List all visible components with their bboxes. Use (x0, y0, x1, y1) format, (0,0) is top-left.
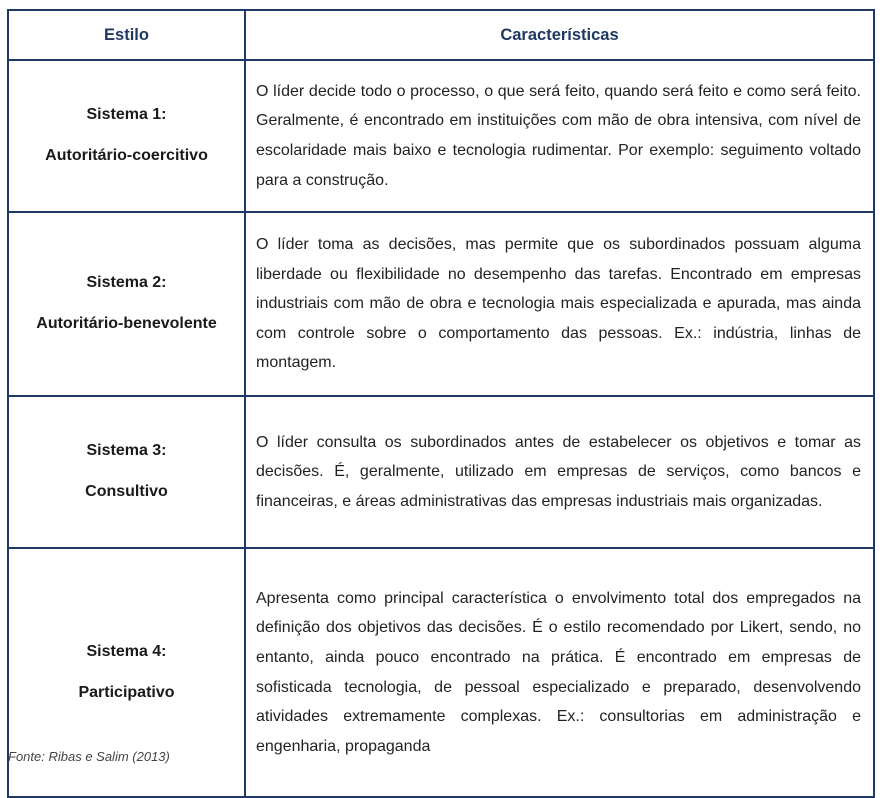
header-estilo: Estilo (8, 10, 245, 60)
system-number: Sistema 4: (86, 642, 167, 660)
system-description: Apresenta como principal característica o envolvimento total dos empregados na definição dos objetivos das decisões. É o estilo recomendado por Likert, sendo, no entanto, ainda pouco encontrado na prática. É encontrado em empresas de sofisticada tecnologia, de pessoal especializado e preparado, desenvolvendo atividades extremamente complexas. Ex.: consultorias em administração e engenharia, propaganda (245, 548, 874, 797)
system-name: Consultivo (85, 483, 168, 500)
source-caption: Fonte: Ribas e Salim (2013) (8, 749, 170, 764)
system-number: Sistema 1: (86, 106, 167, 124)
style-cell (8, 396, 245, 548)
system-name: Autoritário-coercitivo (45, 147, 208, 164)
system-description: O líder toma as decisões, mas permite que os subordinados possuam alguma liberdade ou flexibilidade no desempenho das tarefas. Encontrado em empresas industriais com mão de obra e tecnologia mais especializada e apurada, mas ainda com controle sobre o comportamento das pessoas. Ex.: indústria, linhas de montagem. (245, 212, 874, 396)
system-description: O líder consulta os subordinados antes de estabelecer os objetivos e tomar as decisões. É, geralmente, utilizado em empresas de serviços, como bancos e financeiras, e áreas administrativas das empresas industriais mais organizadas. (245, 396, 874, 548)
system-name: Participativo (78, 683, 175, 701)
likert-systems-table-container (7, 9, 873, 798)
header-caracteristicas: Características (245, 10, 874, 60)
likert-systems-table (7, 9, 875, 798)
table-header-row (8, 10, 874, 60)
system-number: Sistema 2: (86, 274, 167, 292)
system-number: Sistema 3: (86, 442, 167, 460)
table-row (8, 60, 874, 212)
table-row (8, 396, 874, 548)
system-name: Autoritário-benevolente (36, 315, 217, 332)
table-row (8, 212, 874, 396)
system-description: O líder decide todo o processo, o que será feito, quando será feito e como será feito. Geralmente, é encontrado em instituições com mão de obra intensiva, com nível de escolaridade mais baixo e tecnologia rudimentar. Por exemplo: seguimento voltado para a construção. (245, 60, 874, 212)
style-cell (8, 212, 245, 396)
style-cell (8, 60, 245, 212)
